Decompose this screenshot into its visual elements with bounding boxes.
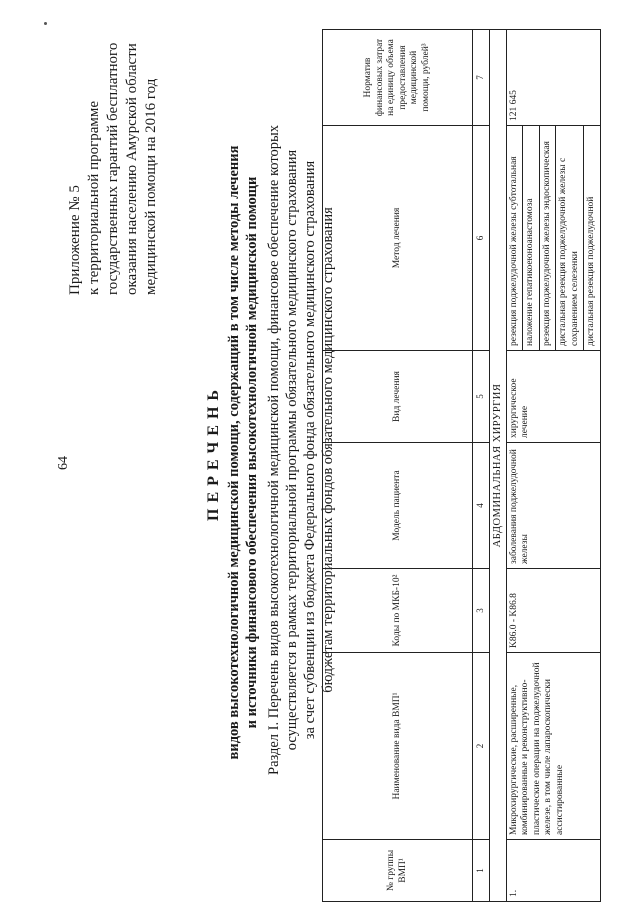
page-number: 64 xyxy=(56,456,71,470)
method-item: дистальная резекция поджелудочной xyxy=(586,196,596,346)
cell-group: 1. xyxy=(506,840,600,902)
section-line: бюджетам территориальных фондов обязательного медицинского страхования xyxy=(320,207,336,693)
table-row xyxy=(506,30,600,902)
cell-treatment-type: хирургическое лечение xyxy=(506,351,600,443)
method-item: резекция поджелудочной железы эндоскопическая xyxy=(540,126,557,350)
appendix-line: медицинской помощи на 2016 год xyxy=(143,78,159,295)
column-number: 5 xyxy=(473,351,490,443)
table-header-row xyxy=(323,30,473,902)
appendix-line: оказания населению Амурской области xyxy=(124,43,140,295)
section-line: Раздел I. Перечень видов высокотехнологичной медицинской помощи, финансовое обеспечение которых xyxy=(266,125,282,775)
method-item: наложение гепатикоеюноанастомоза xyxy=(523,126,540,350)
appendix-line: государственных гарантий бесплатного xyxy=(105,42,121,295)
column-number: 3 xyxy=(473,569,490,653)
column-number: 7 xyxy=(473,30,490,126)
title-main: ПЕРЕЧЕНЬ xyxy=(205,384,222,521)
header-group-number: № группы ВМП¹ xyxy=(323,840,473,902)
column-number: 4 xyxy=(473,443,490,569)
title-line: видов высокотехнологичной медицинской помощи, содержащий в том числе методы лечения xyxy=(226,145,242,760)
column-number: 6 xyxy=(473,126,490,351)
cell-icd-codes: K86.0 - K86.8 xyxy=(506,569,600,653)
cell-treatment-methods xyxy=(506,126,600,351)
appendix-line: Приложение № 5 xyxy=(67,185,83,295)
header-patient-model: Модель пациента xyxy=(323,443,473,569)
method-item: резекция поджелудочной железы субтотальная xyxy=(507,126,524,350)
column-number-row xyxy=(473,30,490,902)
section-line: за счет субвенции из бюджета Федерального фонда обязательного медицинского страхования xyxy=(302,160,318,740)
header-treatment-type: Вид лечения xyxy=(323,351,473,443)
header-vmp-name: Наименование вида ВМП¹ xyxy=(323,653,473,840)
method-item: дистальная резекция поджелудочной железы с сохранением селезенки xyxy=(556,126,584,350)
vmp-table xyxy=(322,29,601,902)
header-treatment-method: Метод лечения xyxy=(323,126,473,351)
column-number: 2 xyxy=(473,653,490,840)
cell-vmp-name: Микрохирургические, расширенные, комбинированные и реконструктивно-пластические операции на поджелудочной железе, в том числе лапароскопически ассистированные xyxy=(506,653,600,840)
cell-patient-model: заболевания поджелудочной железы xyxy=(506,443,600,569)
cell-cost-norm: 121 645 xyxy=(506,30,600,126)
document-title xyxy=(203,130,261,775)
section-line: осуществляется в рамках территориальной программы обязательного медицинского страхования xyxy=(284,149,300,751)
appendix-line: к территориальной программе xyxy=(86,100,102,295)
header-icd-codes: Коды по МКБ-10² xyxy=(323,569,473,653)
scan-speck xyxy=(44,22,47,25)
table-section-row xyxy=(489,30,506,902)
header-cost-norm: Норматив финансовых затрат на единицу объема предоставления медицинской помощи, рублей³ xyxy=(323,30,473,126)
column-number: 1 xyxy=(473,840,490,902)
table-section-title: АБДОМИНАЛЬНАЯ ХИРУРГИЯ xyxy=(489,30,506,902)
appendix-header xyxy=(66,10,161,295)
title-line: и источники финансового обеспечения высокотехнологичной медицинской помощи xyxy=(244,176,260,729)
